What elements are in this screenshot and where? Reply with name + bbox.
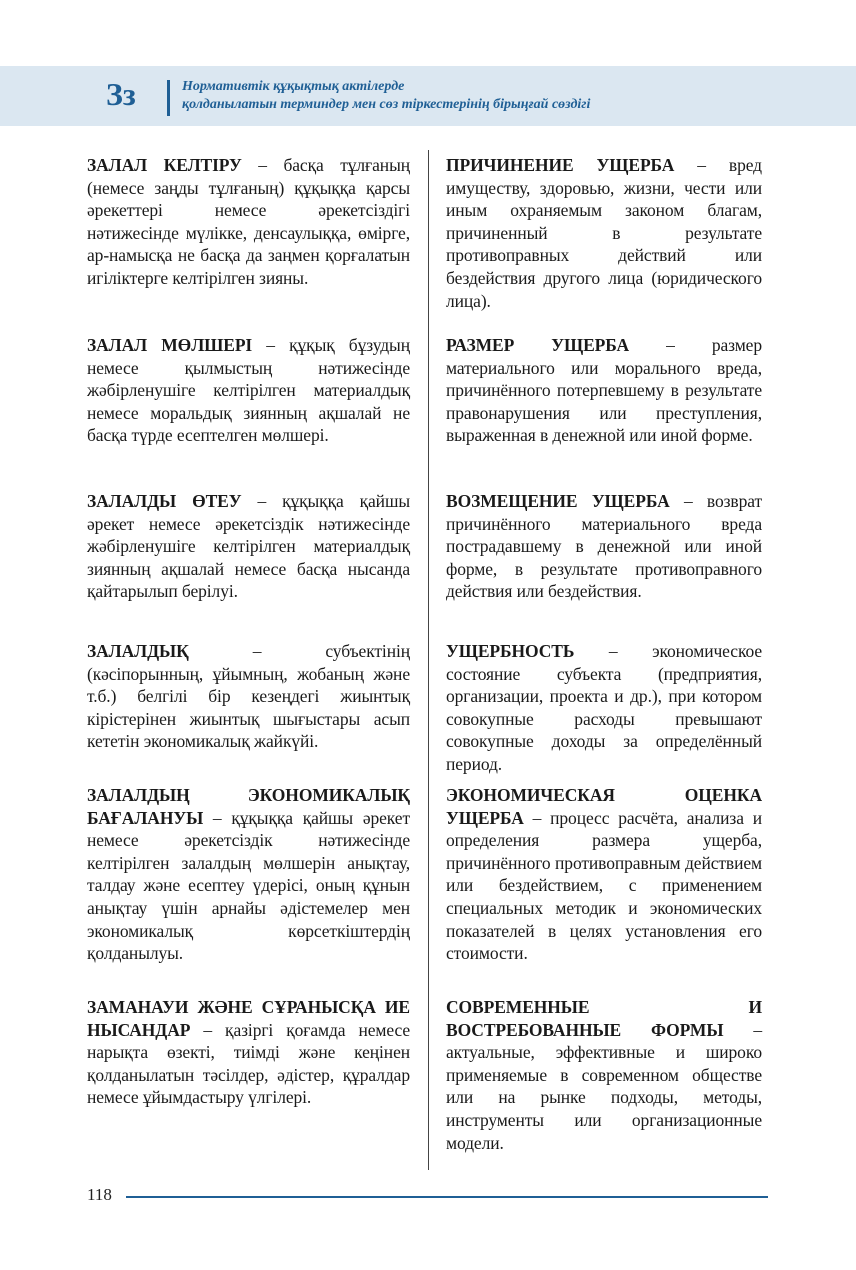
- glossary-entry: [446, 490, 762, 603]
- entry-definition: – экономическое состояние субъекта (предприятия, организации, проекта и др.), при котором совокупные расходы превышают совокупные доходы за определённый период.: [446, 641, 762, 774]
- glossary-entry: [87, 154, 410, 290]
- running-header-title: [182, 78, 742, 114]
- entry-definition: – процесс расчёта, анализа и определения размера ущерба, причинённого противоправным действием или бездействием, с применением специальных методик и экономических показателей в целях установления его стоимости.: [446, 807, 762, 964]
- entry-definition: – вред имуществу, здоровью, жизни, чести или иным охраняемым законом благам, причиненный в результате противоправных действий или бездействия другого лица (юридического лица).: [446, 155, 762, 311]
- entry-definition: – құқыққа қайшы әрекет немесе әрекетсіздік нәтижесінде келтірілген залалдың мөлшерін анықтау, талдау және есептеу үдерісі, оның құнын анықтау үшін арнайы әдістемелер мен экономикалық көрсеткіштердің қолданылуы.: [87, 807, 410, 964]
- entry-term: ПРИЧИНЕНИЕ УЩЕРБА: [446, 155, 675, 175]
- glossary-entry: [446, 640, 762, 776]
- entry-definition: – құқық бұзудың немесе қылмыстың нәтижесінде жәбірленушіге келтірілген материалдық немесе моральдық зиянның ақшалай не басқа түрде есептелген мөлшері.: [87, 335, 410, 446]
- page-number: 118: [87, 1185, 112, 1204]
- glossary-entry: [446, 334, 762, 447]
- entry-term: ЗАЛАЛДЫҢ ЭКОНОМИКАЛЫҚ БАҒАЛАНУЫ: [87, 785, 410, 828]
- entry-term: ЗАЛАЛ КЕЛТІРУ: [87, 155, 242, 175]
- entry-term: ЗАМАНАУИ ЖӘНЕ СҰРАНЫСҚА ИЕ НЫСАНДАР: [87, 997, 410, 1040]
- entry-definition: – возврат причинённого материального вреда пострадавшему в денежной или иной форме, в результате противоправного действия или бездействия.: [446, 491, 762, 602]
- entry-definition: – қазіргі қоғамда немесе нарықта өзекті, тиімді және кеңінен қолданылатын тәсілдер, әдістер, құралдар немесе ұйымдастыру үлгілері.: [87, 1019, 410, 1108]
- header-title-line-2: қолданылатын терминдер мен сөз тіркестерінің бірыңғай сөздігі: [182, 97, 591, 112]
- footer-rule: [126, 1196, 768, 1198]
- header-title-line-1: Нормативтік құқықтық актілерде: [182, 79, 405, 94]
- entry-term: РАЗМЕР УЩЕРБА: [446, 335, 630, 355]
- glossary-entry: [446, 996, 762, 1154]
- header-divider-bar: [167, 80, 170, 116]
- entry-term: СОВРЕМЕННЫЕ И ВОСТРЕБОВАННЫЕ ФОРМЫ: [446, 997, 762, 1040]
- glossary-entry: [446, 154, 762, 312]
- glossary-entry: [87, 490, 410, 603]
- entry-term: ЭКОНОМИЧЕСКАЯ ОЦЕНКА УЩЕРБА: [446, 785, 762, 828]
- glossary-entry: [446, 784, 762, 965]
- glossary-entry: [87, 640, 410, 753]
- glossary-entry: [87, 996, 410, 1109]
- section-letter: Зз: [106, 76, 136, 112]
- column-divider: [428, 150, 429, 1170]
- entry-definition: – размер материального или морального вреда, причинённого потерпевшему в результате правонарушения или преступления, выраженная в денежной или иной форме.: [446, 335, 763, 446]
- glossary-entry: [87, 334, 410, 447]
- entry-term: ЗАЛАЛДЫ ӨТЕУ: [87, 491, 242, 511]
- entry-definition: – басқа тұлғаның (немесе заңды тұлғаның) құқыққа қарсы әрекеттері немесе әрекетсіздігі нәтижесінде мүлікке, денсаулыққа, өмірге, ар-намысқа не басқа да заңмен қорғалатын игіліктерге келтірілген зияны.: [87, 155, 410, 288]
- entry-term: ЗАЛАЛДЫҚ: [87, 641, 189, 661]
- entry-term: ЗАЛАЛ МӨЛШЕРІ: [87, 335, 253, 355]
- entry-term: УЩЕРБНОСТЬ: [446, 641, 575, 661]
- entry-definition: – құқыққа қайшы әрекет немесе әрекетсіздік нәтижесінде жәбірленушіге келтірілген материалдық зиянның ақшалай немесе басқа нысанда қайтарылып берілуі.: [87, 491, 410, 602]
- entry-definition: – актуальные, эффективные и широко применяемые в современном обществе или на рынке подходы, методы, инструменты или организационные модели.: [446, 1019, 762, 1153]
- entry-definition: – субъектінің (кәсіпорынның, ұйымның, жобаның және т.б.) белгілі бір кезеңдегі жиынтық кірістерінен жиынтық шығыстары асып кететін экономикалық жайкүйі.: [87, 641, 410, 752]
- entry-term: ВОЗМЕЩЕНИЕ УЩЕРБА: [446, 491, 670, 511]
- glossary-entry: [87, 784, 410, 965]
